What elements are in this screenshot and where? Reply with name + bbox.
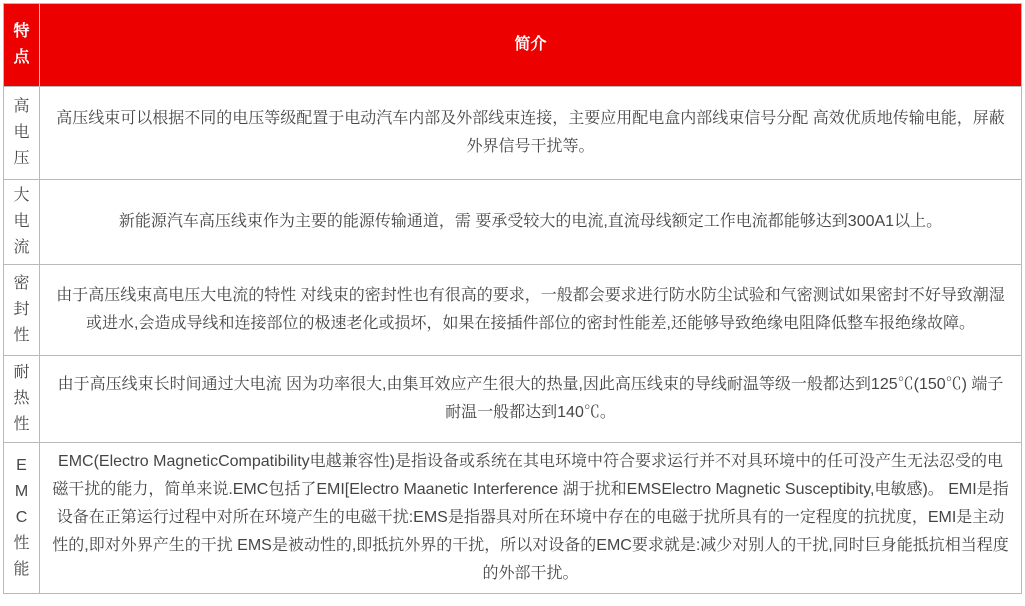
row-label: 大电流 <box>13 187 30 256</box>
row-label-cell <box>4 180 40 264</box>
row-desc: 由于高压线束高电压大电流的特性 对线束的密封性也有很高的要求，一般都会要求进行防水防尘试验和气密测试如果密封不好导致潮湿或进水,会造成导线和连接部位的极速老化或损坏，如果在接插件部位的密封性能差,还能够导致绝缘电阻降低整车报绝缘故障。 <box>56 287 1005 332</box>
row-desc-cell <box>40 87 1021 179</box>
row-label-cell <box>4 87 40 179</box>
header-feature-cell <box>4 4 40 86</box>
row-label: 密封性 <box>13 275 30 344</box>
row-label-cell <box>4 356 40 442</box>
header-intro-cell <box>40 4 1021 86</box>
row-desc: 由于高压线束长时间通过大电流 因为功率很大,由集耳效应产生很大的热量,因此高压线束的导线耐温等级一般都达到125℃(150℃) 端子耐温一般都达到140℃。 <box>57 376 1004 421</box>
row-desc: 高压线束可以根据不同的电压等级配置于电动汽车内部及外部线束连接，主要应用配电盒内部线束信号分配 高效优质地传输电能，屏蔽外界信号干扰等。 <box>56 110 1005 155</box>
row-desc-cell <box>40 356 1021 442</box>
table-row-high-voltage <box>4 87 1021 180</box>
table-row-heat-resistance <box>4 356 1021 443</box>
row-label-cell <box>4 443 40 593</box>
table-row-sealing <box>4 265 1021 356</box>
header-feature-label: 特点 <box>13 23 30 66</box>
table-row-high-current <box>4 180 1021 265</box>
row-desc: 新能源汽车高压线束作为主要的能源传输通道，需 要承受较大的电流,直流母线额定工作电流都能够达到300A1以上。 <box>118 213 943 230</box>
row-label: 耐热性 <box>13 364 30 433</box>
row-desc-cell <box>40 180 1021 264</box>
row-desc-cell <box>40 265 1021 355</box>
header-intro-label: 简介 <box>514 36 547 53</box>
table-header-row <box>4 4 1021 87</box>
table-row-emc-performance <box>4 443 1021 593</box>
row-label: EMC性能 <box>13 457 30 578</box>
row-label-cell <box>4 265 40 355</box>
feature-intro-table <box>3 3 1022 594</box>
row-label: 高电压 <box>13 98 30 167</box>
row-desc: EMC(Electro MagneticCompatibility电越兼容性)是指设备或系统在其电环境中符合要求运行并不对具环境中的任可没产生无法忍受的电磁干扰的能力，简单来说.EMC包括了EMI[Electro Maanetic Interference 湖于扰和EMSElectro Magnetic Susceptibity,电敏感)。 EMI是指设备在正第运行过程中对所在环境产生的电磁干扰:EMS是指器具对所在环境中存在的电磁于扰所具有的一定程度的抗扰度，EMI是主动性的,即对外界产生的干扰 EMS是被动性的,即抵抗外界的干扰，所以对设备的EMC要求就是:减少对别人的干扰,同时巨身能抵抗相当程度的外部干扰。 <box>52 453 1009 582</box>
row-desc-cell <box>40 443 1021 593</box>
